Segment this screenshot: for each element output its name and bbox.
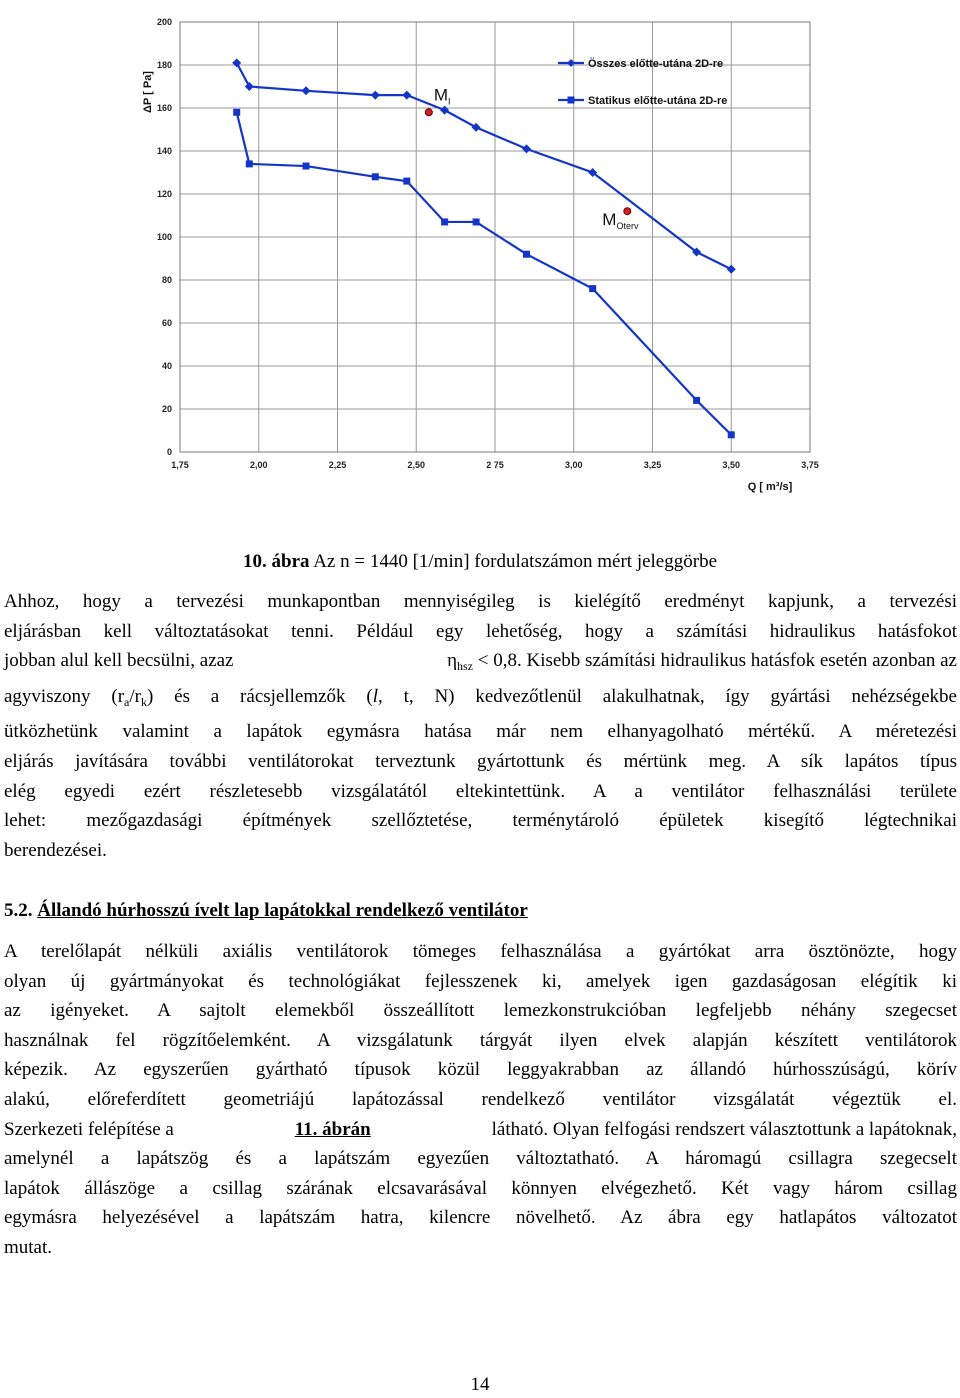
paragraph-line: berendezései. [4, 839, 107, 861]
paragraph-line: lehet: mezőgazdasági építmények szellőztetése, terménytároló épületek kisegítő légtechnikai [4, 810, 957, 832]
figure-11-reference[interactable]: 11. ábrán [294, 1118, 371, 1140]
eta-subscript: hsz [457, 659, 473, 674]
y-tick-label: 120 [156, 189, 172, 199]
y-tick-label: 100 [156, 232, 172, 242]
x-axis-label: Q [ m³/s] [747, 481, 793, 493]
operating-point-marker [624, 208, 631, 215]
x-tick-label: 2 75 [486, 460, 504, 470]
paragraph-line: egymásra helyezésével a lapátszám hatra, kilencre növelhető. Az ábra egy hatlapátos változatot [4, 1207, 957, 1229]
x-tick-label: 1,75 [171, 460, 189, 470]
y-axis-label: ΔP [ Pa] [142, 71, 154, 113]
operating-point-marker [425, 109, 432, 116]
figure-number: 10. ábra [243, 551, 310, 572]
figure-10-chart [135, 0, 835, 515]
data-point-square [303, 163, 310, 170]
paragraph-line [4, 682, 957, 718]
paragraph-line: eljárásban kell változtatásokat tenni. Például egy lehetőség, hogy a számítási hidraulikus hatásfokot [4, 620, 957, 642]
x-tick-label: 3,50 [722, 460, 741, 470]
data-point-square [693, 397, 700, 404]
legend-entry: Statikus előtte-utána 2D-re [588, 95, 728, 107]
y-tick-label: 60 [161, 318, 172, 328]
x-tick-label: 2,00 [249, 460, 268, 470]
paragraph-line: alakú, előreferdített geometriájú lapátozással rendelkező ventilátor vizsgálatát végeztük el. [4, 1088, 957, 1110]
paragraph-fragment: , t, N) kedvezőtlenül alakulhatnak, így gyártási nehézségekbe [378, 685, 957, 707]
paragraph-line: eljárás javítására további ventilátorokat terveztunk gyártottunk és mértünk meg. A sík lapátos típus [4, 750, 957, 772]
x-tick-label: 2,25 [328, 460, 347, 470]
y-tick-label: 40 [161, 361, 172, 371]
paragraph-line: képezik. Az egyszerűen gyártható típusok közül leggyakrabban az állandó húrhosszúságú, körív [4, 1059, 957, 1081]
paragraph-line: ütközhetünk valamint a lapátok egymásra hatása már nem elhanyagolható mértékű. A méretezési [4, 721, 957, 743]
subscript-k: k [140, 694, 147, 709]
eta-symbol: η [447, 650, 457, 672]
subscript-a: a [124, 694, 130, 709]
pressure-flow-chart [135, 0, 835, 515]
italic-l: l [372, 685, 379, 707]
paragraph-fragment: látható. Olyan felfogási rendszert választottunk a lapátoknak, [491, 1118, 957, 1140]
x-tick-label: 3,25 [643, 460, 662, 470]
page-number: 14 [470, 1374, 490, 1395]
paragraph-line: az igényeket. A sajtolt elemekből összeállított lemezkonstrukcióban legfeljebb néhány szegecset [4, 1000, 957, 1022]
efficiency-inequality [447, 646, 957, 682]
paragraph-line: lapátok állászöge a csillag szárának elcsavarásával könnyen elvégezhető. Két vagy három csillag [4, 1177, 957, 1199]
operating-point-label: $M_{Oterv}$ [602, 210, 639, 232]
paragraph-line [4, 1115, 957, 1145]
y-tick-label: 0 [166, 447, 172, 457]
y-tick-label: 200 [156, 17, 172, 27]
inequality-value: < 0,8 [473, 650, 517, 672]
data-point-square [441, 218, 448, 225]
paragraph-fragment: /r [129, 685, 141, 707]
data-point-square [473, 218, 480, 225]
paragraph-1 [4, 587, 957, 865]
legend-entry: Összes előtte-utána 2D-re [588, 58, 724, 70]
y-tick-label: 80 [161, 275, 172, 285]
y-tick-label: 140 [156, 146, 172, 156]
paragraph-line: használnak fel rögzítőelemként. A vizsgálatunk tárgyát ilyen elvek alapján készített ventilátorok [4, 1029, 957, 1051]
paragraph-fragment: jobban alul kell becsülni, azaz [4, 650, 234, 672]
data-point-square [372, 173, 379, 180]
section-heading [4, 898, 528, 924]
y-tick-label: 20 [161, 404, 172, 414]
figure-caption-text: Az n = 1440 [1/min] fordulatszámon mért jeleggörbe [309, 551, 717, 572]
paragraph-fragment: agyviszony (r [4, 685, 125, 707]
paragraph-line: olyan új gyártmányokat és technológiákat fejlesszenek ki, amelyek igen gazdaságosan elégítik ki [4, 970, 957, 992]
x-tick-label: 2,50 [407, 460, 426, 470]
paragraph-line: elég egyedi ezért részletesebb vizsgálatától eltekintettünk. A a ventilátor felhasználási területe [4, 780, 957, 802]
paragraph-line: mutat. [4, 1236, 53, 1258]
paragraph-fragment: Szerkezeti felépítése a [4, 1118, 174, 1140]
section-number: 5.2. [4, 900, 33, 921]
paragraph-line: Ahhoz, hogy a tervezési munkapontban mennyiségileg is kielégítő eredményt kapjunk, a tervezési [4, 591, 957, 612]
legend-swatch-square [568, 97, 575, 104]
paragraph-line: A terelőlapát nélküli axiális ventilátorok tömeges felhasználása a gyártókat arra ösztönözte, hogy [4, 941, 957, 962]
x-tick-label: 3,00 [564, 460, 583, 470]
figure-caption [0, 551, 960, 573]
section-title: Állandó húrhosszú ívelt lap lapátokkal rendelkező ventilátor [37, 900, 528, 921]
paragraph-2 [4, 937, 957, 1263]
paragraph-line [4, 646, 957, 682]
x-tick-label: 3,75 [801, 460, 819, 470]
operating-point-label: $M_I$ [433, 85, 451, 107]
y-tick-label: 160 [156, 103, 172, 113]
y-tick-label: 180 [156, 60, 172, 70]
data-point-square [233, 109, 240, 116]
paragraph-line: amelynél a lapátszög és a lapátszám egyezűen változtatható. A háromagú csillagra szegecselt [4, 1148, 957, 1170]
data-point-square [728, 431, 735, 438]
data-point-square [523, 251, 530, 258]
paragraph-fragment: ) és a rácsjellemzők ( [146, 685, 373, 707]
paragraph-fragment: . Kisebb számítási hidraulikus hatásfok esetén azonban az [516, 650, 957, 672]
data-point-square [246, 160, 253, 167]
data-point-square [403, 178, 410, 185]
data-point-square [589, 285, 596, 292]
